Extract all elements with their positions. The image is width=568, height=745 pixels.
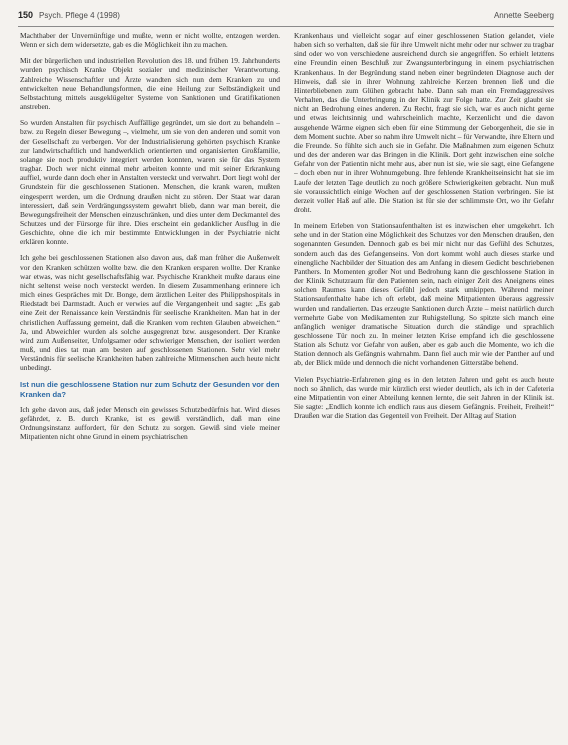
page-number: 150 bbox=[18, 10, 34, 20]
journal-citation: Psych. Pflege 4 (1998) bbox=[39, 11, 120, 20]
paragraph: Machthaber der Unvernünftige und mußte, wenn er nicht wollte, entzogen werden. Wenn er sich dem widersetzte, gab es die Möglichkeit ihn zu machen. bbox=[20, 31, 280, 50]
page-header bbox=[18, 10, 554, 24]
paragraph: In meinem Erleben von Stationsaufenthalten ist es inzwischen eher umgekehrt. Ich sehe und in der Station eine Möglichkeit des Schutzes vor den Menschen draußen, den sogenannten Gesunden. Dennoch gab es bei mir nicht nur das Gefühl des Schutzes, sondern auch das des Gefangenseins. Von dort kommt wohl auch dieses starke und einengliche Nachbilder der Situation des am Anfang in diesem Gedicht beschriebenen Panthers. In Momenten großer Not und Bedrohung kann die geschlossene Station in der Klinik Schutzraum für den Patienten sein, nach einiger Zeit des Aneignens eines solchen Raumes kann dieses Gefühl jedoch stark umkippen. Während meiner Stationsaufenthalte habe ich oft erlebt, daß meine Mitpatienten überaus aggressiv wurden und randalierten. Das erzeugte Sanktionen durch Ärzte – meist natürlich durch vermehrte Gabe von Medikamenten zur Ruhigstellung. So spitzte sich manch eine anfänglich weniger dramatische Situation durch die ständige und sprachlich geschlossene Tür noch zu. In meiner letzten Krise empfand ich die geschlossene Station als Schutz vor Gefahr von außen, aber es gab auch die Momente, wo ich die Station dennoch als Gefängnis wahrnahm. Dann fiel auch mir wie der Panther auf und ab, der Blick müde und dennoch die nicht vorhandenen Gitterstäbe behend. bbox=[294, 221, 554, 368]
paragraph: Mit der bürgerlichen und industriellen Revolution des 18. und frühen 19. Jahrhunderts wurden psychisch Kranke Objekt sozialer und medizinischer Verantwortung. Zahlreiche Wissenschaftler und Ärzte wandten sich nun dem Kranken zu und entwickelten neue Behandlungsformen, die eine Heilung zur Selbständigkeit und Selbstachtung mittels ausgeklügelter Systeme von Sanktionen und Gratifikationen anstreben. bbox=[20, 56, 280, 112]
right-column bbox=[294, 31, 554, 739]
paragraph: Ich gehe bei geschlossenen Stationen also davon aus, daß man früher die Außenwelt vor den Kranken schützen wollte bzw. die den Kranken ersparen wollte. Der Kranke war etwas, was nicht gesellschaftsfähig war. Psychische Krankheit mußte daraus eine nicht seltenst weise noch versteckt werden. In diesem Zusammenhang erinnere ich mich eines Gespräches mit Dr. Bonge, dem ärztlichen Leiter des Philippshospitals in Riedstadt bei Darmstadt. Auch er verwies auf die Vergangenheit und sagte: „Es gab eine Zeit der Renaissance kein Verständnis für seelische Krankheiten. Man hat in der christlichen Auffassung gemeint, daß die Kranken vom rechten Glauben abweichen.“ Ja, und Abweichler wurden als solche ausgegrenzt bzw. ausgesondert. Der Kranke wird zum Außenseiter, Unfolgsamer oder schwieriger Menschen, der isoliert werden muß, und dies tat man am besten auf geschlossenen Stationen. Sehr viel mehr Verständnis für seelische Krankheiten haben zahlreiche Mitmenschen auch heute nicht unbedingt. bbox=[20, 253, 280, 373]
paragraph: Vielen Psychiatrie-Erfahrenen ging es in den letzten Jahren und geht es auch heute noch so ähnlich, das wurde mir kürzlich erst wieder deutlich, als ich in der Cafeteria eine Mitpatientin von einer Abteilung kennen lernte, die seit Jahren in der Klinik ist. Sie sagte: „Endlich konnte ich endlich raus aus diesem Gefängnis. Freiheit, Freiheit!“ Draußen war die Station das Gegenteil von Freiheit. Der Alltag auf Station bbox=[294, 374, 554, 421]
paragraph: Krankenhaus und vielleicht sogar auf einer geschlossenen Station gelandet, viele haben sich so verhalten, daß sie für ihre Umwelt nicht mehr oder nur schwer zu tragbar sind oder wo von verschiedene ausreichend durch sie angegriffen. So erhielt letztens eine Freundin einen Beschluß zur Zwangsunterbringung in einem psychiatrischen Krankenhaus. In der Begründung stand neben einer begründeten Diagnose auch der Hinweis, daß sie in ihrer Wohnung zahlreiche Kerzen brennen ließ und die Hinterbliebenen zum Glühen gebracht habe. Dann sah man ein Fremdaggressives Verhalten, das die Unterbringung in der Klinik zur Folge hatte. Zur Zeit glaubt sie nicht an Bedrohung eines anderen. Zu Recht, fragt sie sich, war es auch nicht gerne und etwas leichtsinnig und wahrscheinlich machte, Kerzenlicht und die davon ausgehende Wärme eignen sich eben für eine Stimmung der Geborgenheit, die sie in dem Moment suchte. Aber so nahm ihre Umwelt nicht – für Verwandte, ihre Eltern und die Freunde. So fühlte sich auch sie in Gefahr. Die Maßnahmen zum eigenen Schutz und des der anderen war das Bringen in die Klinik. Dort geht inzwischen eine solche Gefahr von der Patientin nicht mehr aus, aber nun ist sie, wie sie sagt, eine Gefangene – doch eben nur in ihrer Wohnumgebung. Ihre fehlende Krankheitseinsicht hat sie im Laufe der letzten Tage deutlich zu noch größere Schwierigkeiten gebracht. Nun muß sie voraussichtlich einige Wochen auf der geschlossenen Station verbringen. Sie ist derzeit voller Haß auf alle. Die Station ist für sie der schlimmste Ort, wo ihr Gefahr droht. bbox=[294, 31, 554, 214]
left-column bbox=[20, 31, 280, 739]
author-name: Annette Seeberg bbox=[493, 11, 554, 20]
paragraph: Ich gehe davon aus, daß jeder Mensch ein gewisses Schutzbedürfnis hat. Wird dieses gefährdet, z. B. durch Kranke, ist es gewiß verständlich, daß man eine Ordnungsinstanz auffordert, für den Schutz zu sorgen. Gewiß sind viele meiner Mitpatienten nicht ohne Grund in einem psychiatrischen bbox=[20, 404, 280, 442]
article-body bbox=[20, 31, 554, 739]
header-rule bbox=[18, 26, 554, 27]
paragraph: So wurden Anstalten für psychisch Auffällige gegründet, um sie dort zu behandeln – bzw. zu Regeln dieser Bewegung –, vielmehr, um sie von den anderen und somit von der Gesellschaft zu verbergen. Vor der Industrialisierung gehörten psychisch Kranke zur landwirtschaftlich und handwerklich orientierten und organisierten Großfamilie, solange sie noch produktiv integriert werden konnten, waren sie für das System tragbar. Doch wer nicht einmal mehr arbeiten konnte und mit seiner Erkrankung auffiel, wurde dann doch eher in Anstalten versteckt und verwahrt. Dort liegt wohl der Grundstein für die geschlossenen Stationen. Menschen, die krank waren, mußten eingesperrt werden, um die Ordnung draußen nicht zu stören. Der Staat war daran interessiert, daß sein Verdrängungssystem gewahrt blieb, dann war man bereit, die Bewegungsfreiheit der Menschen einzuschränken, und dies unter dem Deckmantel des Schutzes und der Fürsorge für ihre. Dies erscheint ein gedanklicher Ausflug in die Geschichte, ohne die ich mir bestimmte Entwicklungen in der Psychiatrie nicht erklären konnte. bbox=[20, 118, 280, 247]
section-heading: Ist nun die geschlossene Station nur zum Schutz der Gesunden vor den Kranken da? bbox=[20, 380, 280, 399]
header-left bbox=[18, 10, 120, 20]
